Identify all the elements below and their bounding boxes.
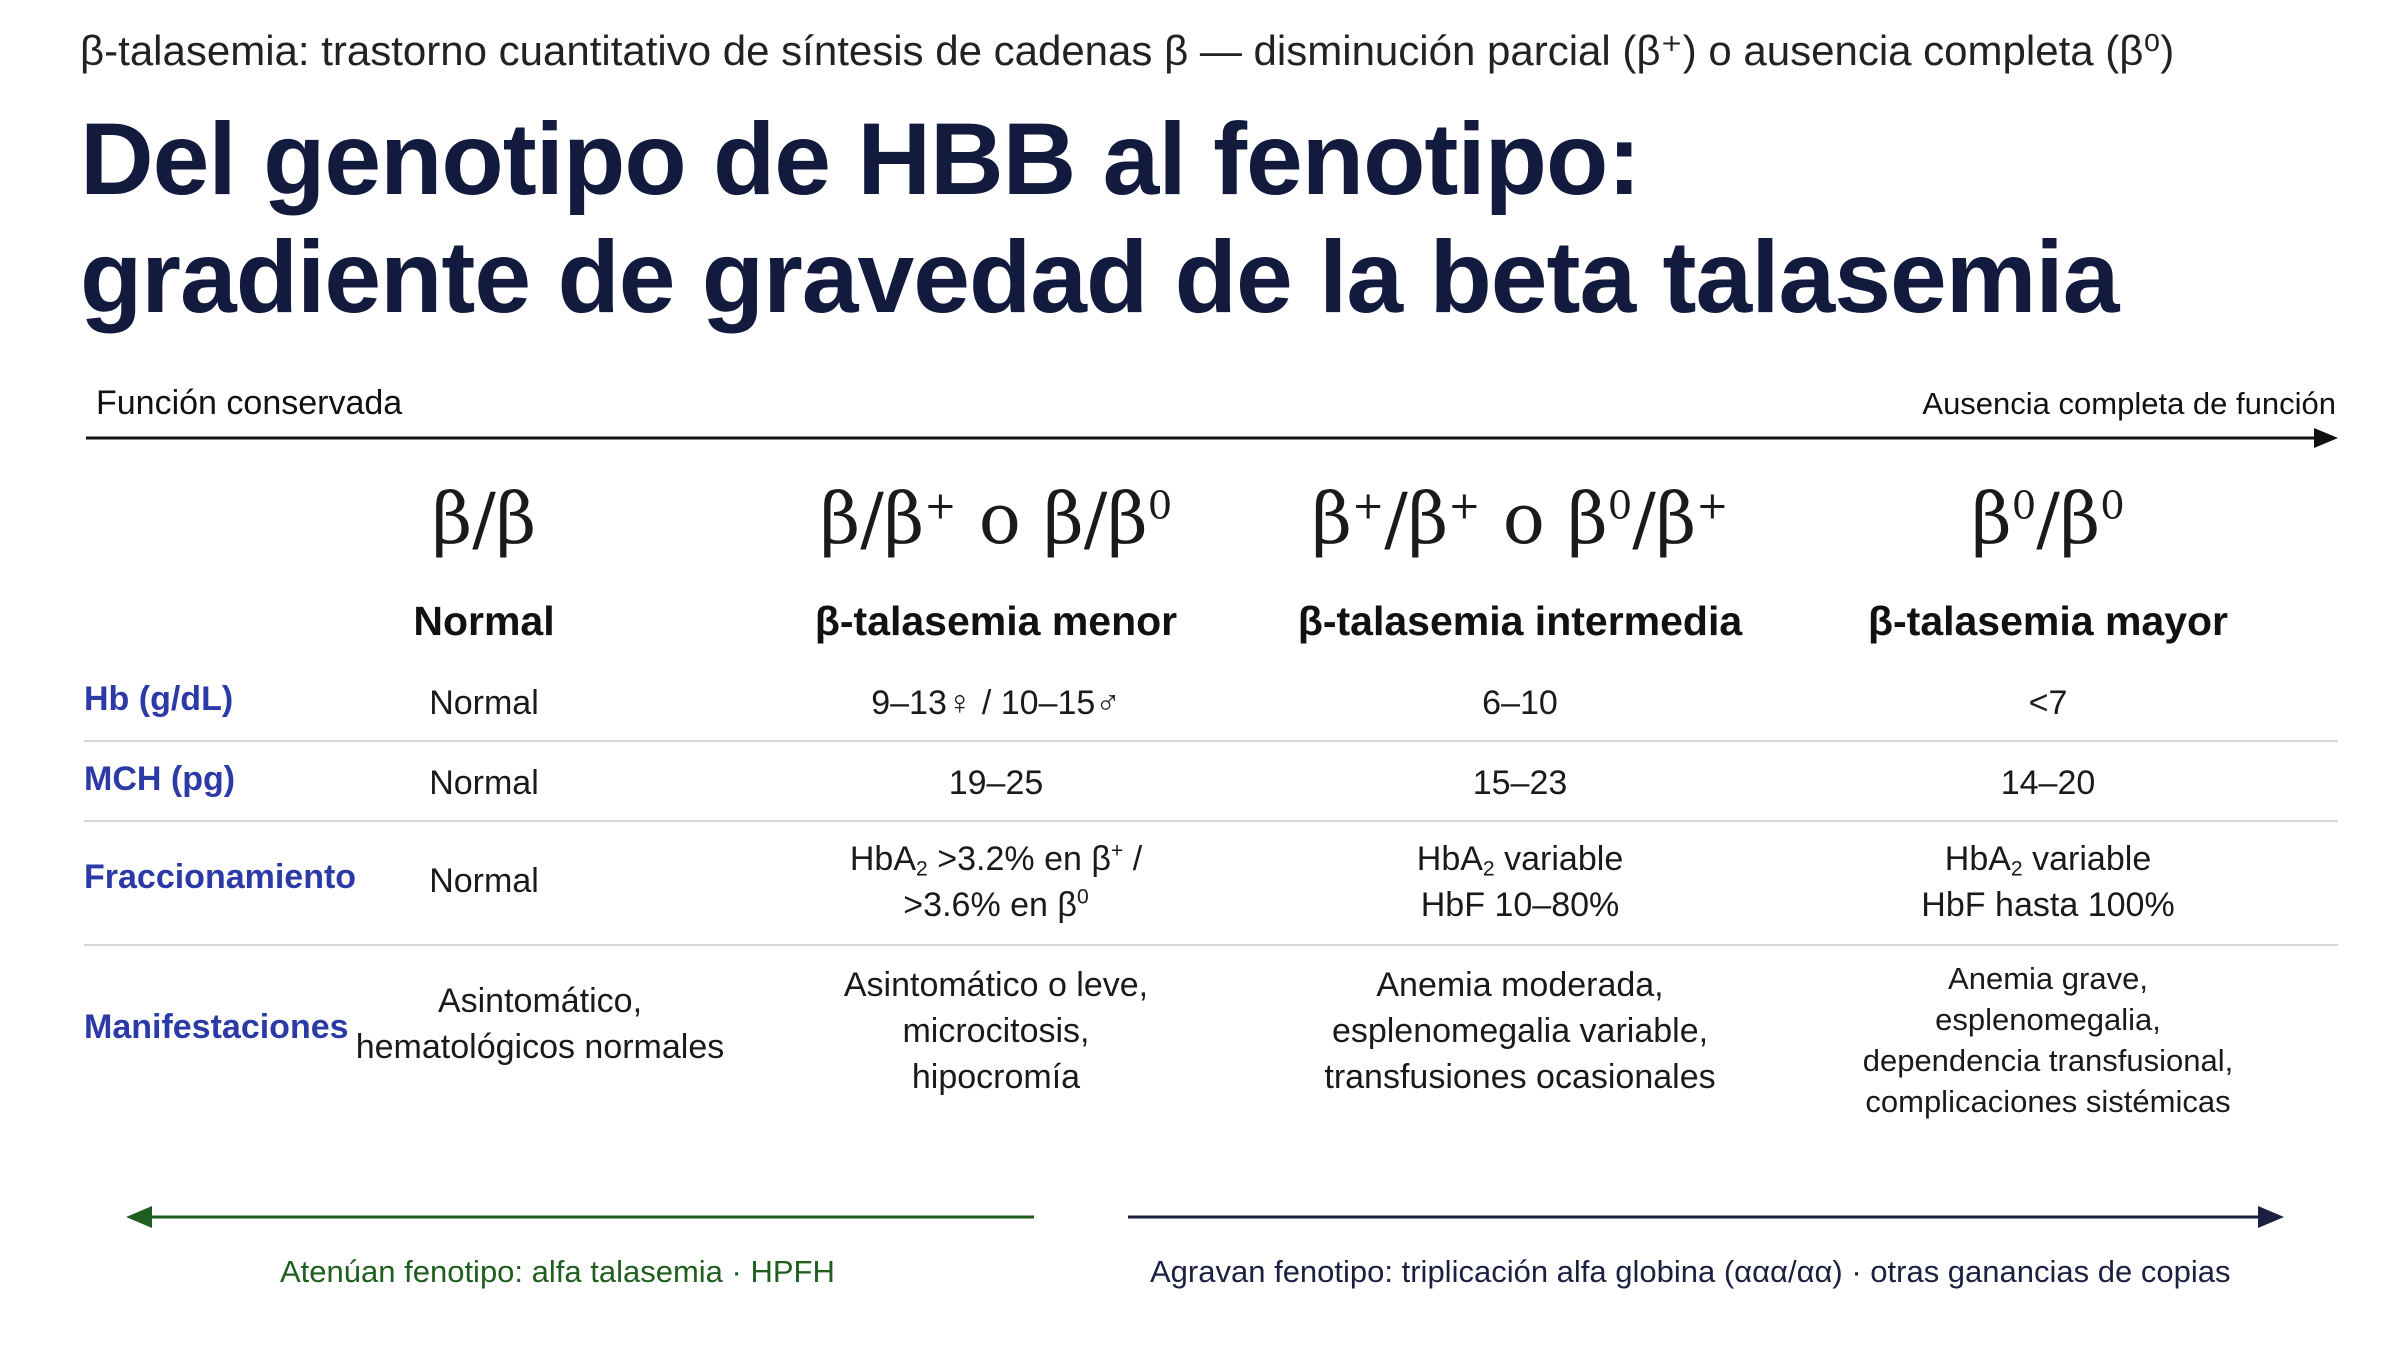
genotype-mayor: $\beta^0/\beta^0$ — [1971, 478, 2125, 560]
cell-frac-mayor-line-1: HbA$_2$ variable — [1944, 840, 2152, 881]
phenotype-menor: β-talasemia menor — [814, 598, 1178, 644]
cell-manif-mayor-line-1: Anemia grave, — [1948, 961, 2148, 996]
genotype-menor: β/β+ o $\beta/\beta^0$ — [819, 478, 1173, 560]
genotype-normal: β/β — [431, 478, 537, 560]
cell-hb-menor: 9–13♀ / 10–15♂ — [871, 684, 1121, 722]
row-divider — [84, 740, 2338, 742]
cell-manif-mayor — [1788, 958, 2308, 1122]
severity-axis-arrow — [86, 428, 2338, 448]
cell-manif-menor — [736, 962, 1256, 1100]
cell-manif-menor-line-3: hipocromía — [911, 1058, 1081, 1096]
cell-frac-menor — [736, 836, 1256, 928]
cell-manif-normal-line-1: Asintomático, — [437, 982, 643, 1020]
cell-manif-intermedia-line-3: transfusiones ocasionales — [1324, 1058, 1716, 1096]
cell-frac-menor-line-1: HbA$_2$ >3.2% en β+ / — [849, 839, 1143, 881]
axis-left-label: Función conservada — [96, 384, 403, 422]
axis-right-label: Ausencia completa de función — [1922, 386, 2336, 421]
cell-manif-intermedia — [1260, 962, 1780, 1100]
genotype-intermedia: β+/β+ o $\beta^0/\beta^+$ — [1311, 478, 1729, 560]
attenuate-modifiers: Atenúan fenotipo: alfa talasemia · HPFH — [280, 1254, 835, 1289]
subtitle: β-talasemia: trastorno cuantitativo de síntesis de cadenas β — disminución parcial (β⁺) o ausencia completa (β⁰) — [80, 27, 2175, 74]
row-label-fraccionamiento: Fraccionamiento — [84, 858, 357, 896]
phenotype-normal: Normal — [413, 598, 555, 644]
title-line-1: Del genotipo de HBB al fenotipo: — [80, 102, 1641, 216]
row-label-hb: Hb (g/dL) — [84, 680, 234, 718]
cell-manif-mayor-line-3: dependencia transfusional, — [1862, 1043, 2234, 1078]
cell-mch-normal: Normal — [429, 764, 539, 802]
row-divider — [84, 820, 2338, 822]
cell-manif-normal — [280, 978, 800, 1070]
phenotype-mayor: β-talasemia mayor — [1867, 598, 2229, 644]
cell-frac-intermedia-line-1: HbA$_2$ variable — [1416, 840, 1624, 881]
cell-mch-mayor: 14–20 — [2000, 764, 2096, 802]
cell-hb-mayor: <7 — [2028, 684, 2068, 722]
cell-manif-mayor-line-2: esplenomegalia, — [1935, 1002, 2161, 1037]
aggravate-arrow — [1128, 1206, 2284, 1228]
cell-frac-normal-line: Normal — [429, 862, 539, 900]
row-label-manifestaciones: Manifestaciones — [84, 1008, 349, 1046]
cell-frac-mayor — [1788, 836, 2308, 928]
cell-mch-menor: 19–25 — [948, 764, 1044, 802]
cell-manif-menor-line-2: microcitosis, — [902, 1012, 1090, 1050]
row-label-mch: MCH (pg) — [84, 760, 236, 798]
cell-manif-intermedia-line-2: esplenomegalia variable, — [1331, 1012, 1709, 1050]
aggravate-modifiers: Agravan fenotipo: triplicación alfa globina (ααα/αα) · otras ganancias de copias — [1150, 1254, 2231, 1289]
cell-frac-menor-line-2: >3.6% en $\beta^0$ — [903, 885, 1089, 924]
cell-frac-mayor-line-2: HbF hasta 100% — [1921, 886, 2175, 924]
cell-frac-intermedia — [1260, 836, 1780, 928]
attenuate-arrow — [126, 1206, 1034, 1228]
cell-hb-intermedia: 6–10 — [1482, 684, 1558, 722]
cell-manif-normal-line-2: hematológicos normales — [355, 1028, 725, 1066]
cell-mch-intermedia: 15–23 — [1472, 764, 1568, 802]
row-divider — [84, 944, 2338, 946]
cell-manif-intermedia-line-1: Anemia moderada, — [1376, 966, 1664, 1004]
cell-frac-normal — [224, 858, 744, 904]
cell-manif-menor-line-1: Asintomático o leve, — [843, 966, 1149, 1004]
cell-frac-intermedia-line-2: HbF 10–80% — [1420, 886, 1620, 924]
phenotype-intermedia: β-talasemia intermedia — [1297, 598, 1743, 644]
cell-hb-normal: Normal — [429, 684, 539, 722]
title-line-2: gradiente de gravedad de la beta talasemia — [80, 220, 2119, 334]
cell-manif-mayor-line-4: complicaciones sistémicas — [1865, 1084, 2231, 1119]
